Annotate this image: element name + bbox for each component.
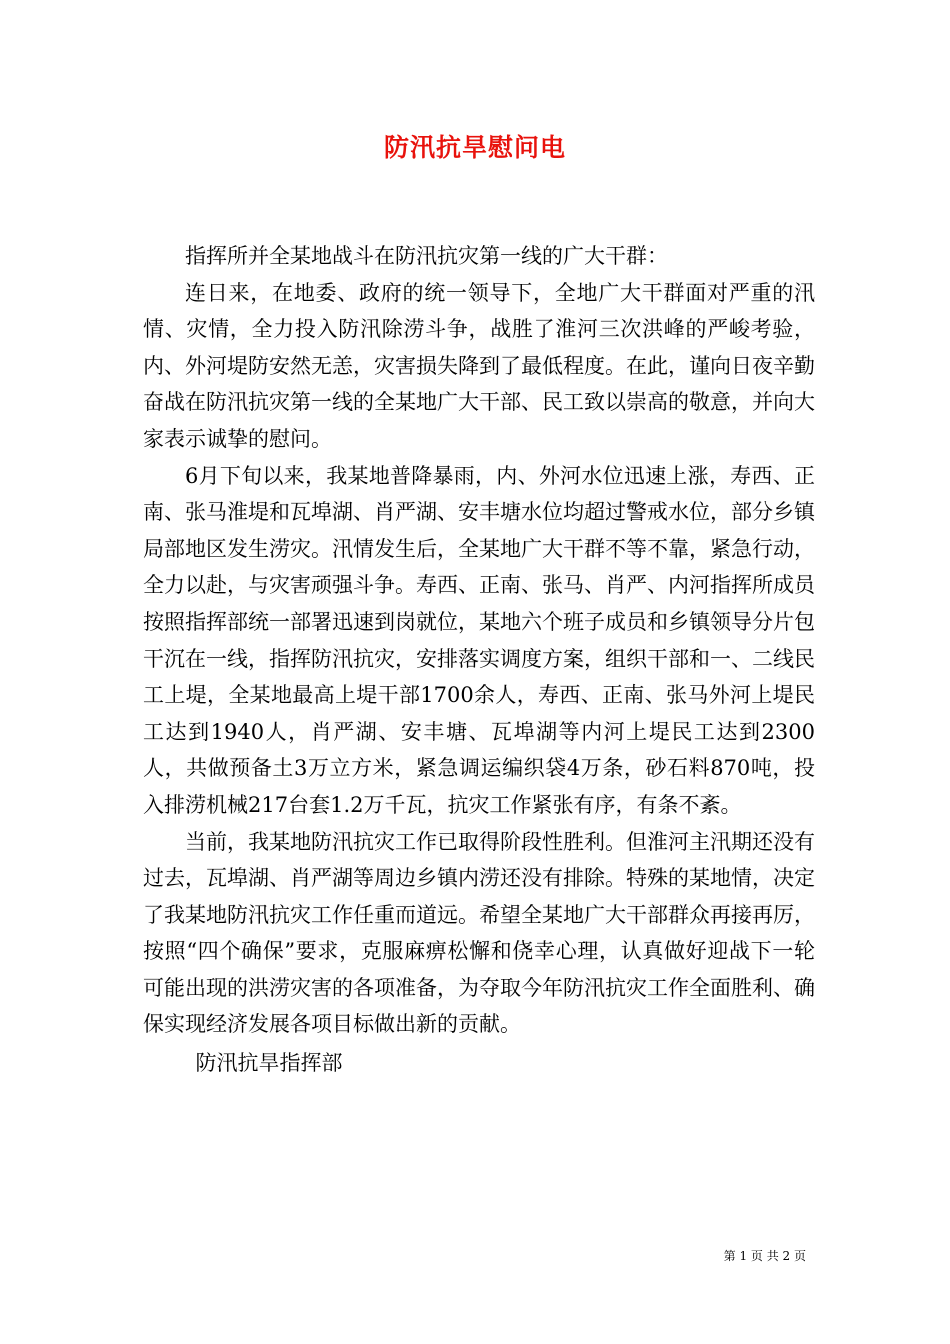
paragraph-3: 当前，我某地防汛抗灾工作已取得阶段性胜利。但淮河主汛期还没有过去，瓦埠湖、肖严湖等周边乡镇内涝还没有排除。特殊的某地情，决定了我某地防汛抗灾工作任重而道远。希望全某地广大干部群众再接再厉，按照“四个确保”要求，克服麻痹松懈和侥幸心理，认真做好迎战下一轮可能出现的洪涝灾害的各项准备，为夺取今年防汛抗灾工作全面胜利、确保实现经济发展各项目标做出新的贡献。 (143, 829, 815, 1037)
salutation: 指挥所并全某地战斗在防汛抗灾第一线的广大干群： (185, 244, 668, 268)
document-body (143, 238, 815, 1082)
paragraph-1: 连日来，在地委、政府的统一领导下，全地广大干群面对严重的汛情、灾情，全力投入防汛除涝斗争，战胜了淮河三次洪峰的严峻考验，内、外河堤防安然无恙，灾害损失降到了最低程度。在此，谨向日夜辛勤奋战在防汛抗灾第一线的全某地广大干部、民工致以崇高的敬意，并向大家表示诚挚的慰问。 (143, 280, 815, 451)
document-title: 防汛抗旱慰问电 (383, 133, 566, 162)
page-indicator: 第 1 页 共 2 页 (723, 1249, 806, 1263)
signature: 防汛抗旱指挥部 (195, 1051, 343, 1076)
paragraph-2: 6月下旬以来，我某地普降暴雨，内、外河水位迅速上涨，寿西、正南、张马淮堤和瓦埠湖、肖严湖、安丰塘水位均超过警戒水位，部分乡镇局部地区发生涝灾。汛情发生后，全某地广大干群不等不靠，紧急行动，全力以赴，与灾害顽强斗争。寿西、正南、张马、肖严、内河指挥所成员按照指挥部统一部署迅速到岗就位，某地六个班子成员和乡镇领导分片包干沉在一线，指挥防汛抗灾，安排落实调度方案，组织干部和一、二线民工上堤，全某地最高上堤干部1700余人，寿西、正南、张马外河上堤民工达到1940人，肖严湖、安丰塘、瓦埠湖等内河上堤民工达到2300人，共做预备土3万立方米，紧急调运编织袋4万条，砂石料870吨，投入排涝机械217台套1.2万千瓦，抗灾工作紧张有序，有条不紊。 (143, 463, 815, 817)
